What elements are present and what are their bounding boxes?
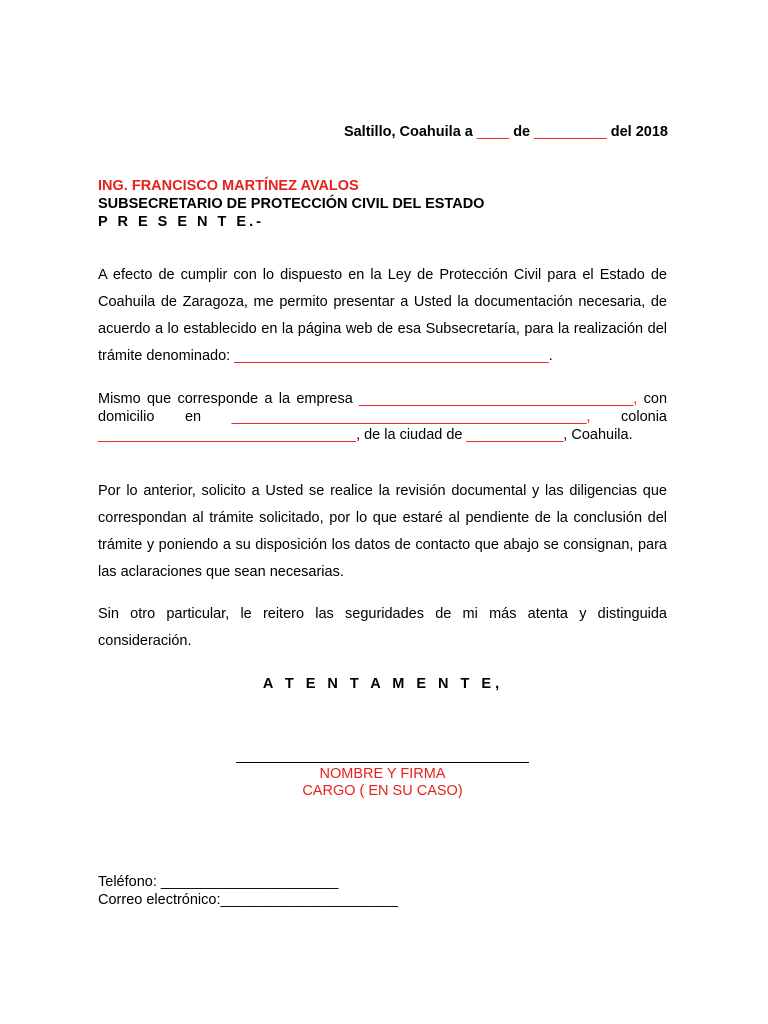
paragraph-request [98,478,667,586]
email-label: Correo electrónico: [98,892,221,908]
p2-d: , de la ciudad de [356,427,463,443]
p3-text: Por lo anterior, solicito a Usted se realice la revisión documental y las diligencias que correspondan al trámite solicitado, por lo que estaré al pendiente de la conclusión del trámite y poniendo a su disposición los datos de contacto que abajo se consignan, para las aclaraciones que sean necesarias. [98,483,667,580]
tramite-blank: _______________________________________ [234,348,549,364]
signature-name-label: NOMBRE Y FIRMA [319,766,446,782]
place-label: Saltillo, Coahuila a [343,124,473,140]
email-blank: ______________________ [220,892,398,908]
phone-blank: ______________________ [160,874,339,890]
addressee-title: SUBSECRETARIO DE PROTECCIÓN CIVIL DEL ESTADO [98,196,485,212]
email-row [98,891,398,909]
signature-block [236,766,529,800]
company-blank: __________________________________, [359,391,638,407]
presente-label: P R E S E N T E.- [98,214,264,230]
phone-label: Teléfono: [98,874,157,890]
p2-a: Mismo que corresponde a la empresa [98,391,353,407]
day-blank: ____ [476,124,510,140]
contact-block [98,873,398,909]
p4-text: Sin otro particular, le reitero las seguridades de mi más atenta y distinguida consideración. [98,606,667,649]
signature-line [236,762,529,763]
p1-end: . [548,348,553,364]
de-label: de [513,124,531,140]
atentamente-label: A T E N T A M E N T E, [262,676,504,692]
month-blank: _________ [534,124,607,140]
p2-b: con domicilio en [98,391,668,425]
paragraph-company [98,390,667,444]
paragraph-closing [98,601,667,655]
date-line [98,124,668,140]
p1-text: A efecto de cumplir con lo dispuesto en la Ley de Protección Civil para el Estado de Coahuila de Zaragoza, me permito presentar a Usted la documentación necesaria, de acuerdo a lo establecido en la página web de esa Subsecretaría, para la realización del trámite denominado: [98,267,667,364]
addressee-name: ING. FRANCISCO MARTÍNEZ AVALOS [98,178,359,194]
p2-e: , Coahuila. [563,427,633,443]
paragraph-purpose [98,262,667,370]
year-label: del 2018 [610,124,668,140]
phone-row [98,873,398,891]
address-blank: ____________________________________________, [231,409,591,425]
colonia-blank: ________________________________ [98,427,357,443]
city-blank: ____________ [466,427,564,443]
signature-cargo-label: CARGO ( EN SU CASO) [302,783,463,799]
p2-c: colonia [621,409,667,425]
addressee-block [98,177,484,231]
